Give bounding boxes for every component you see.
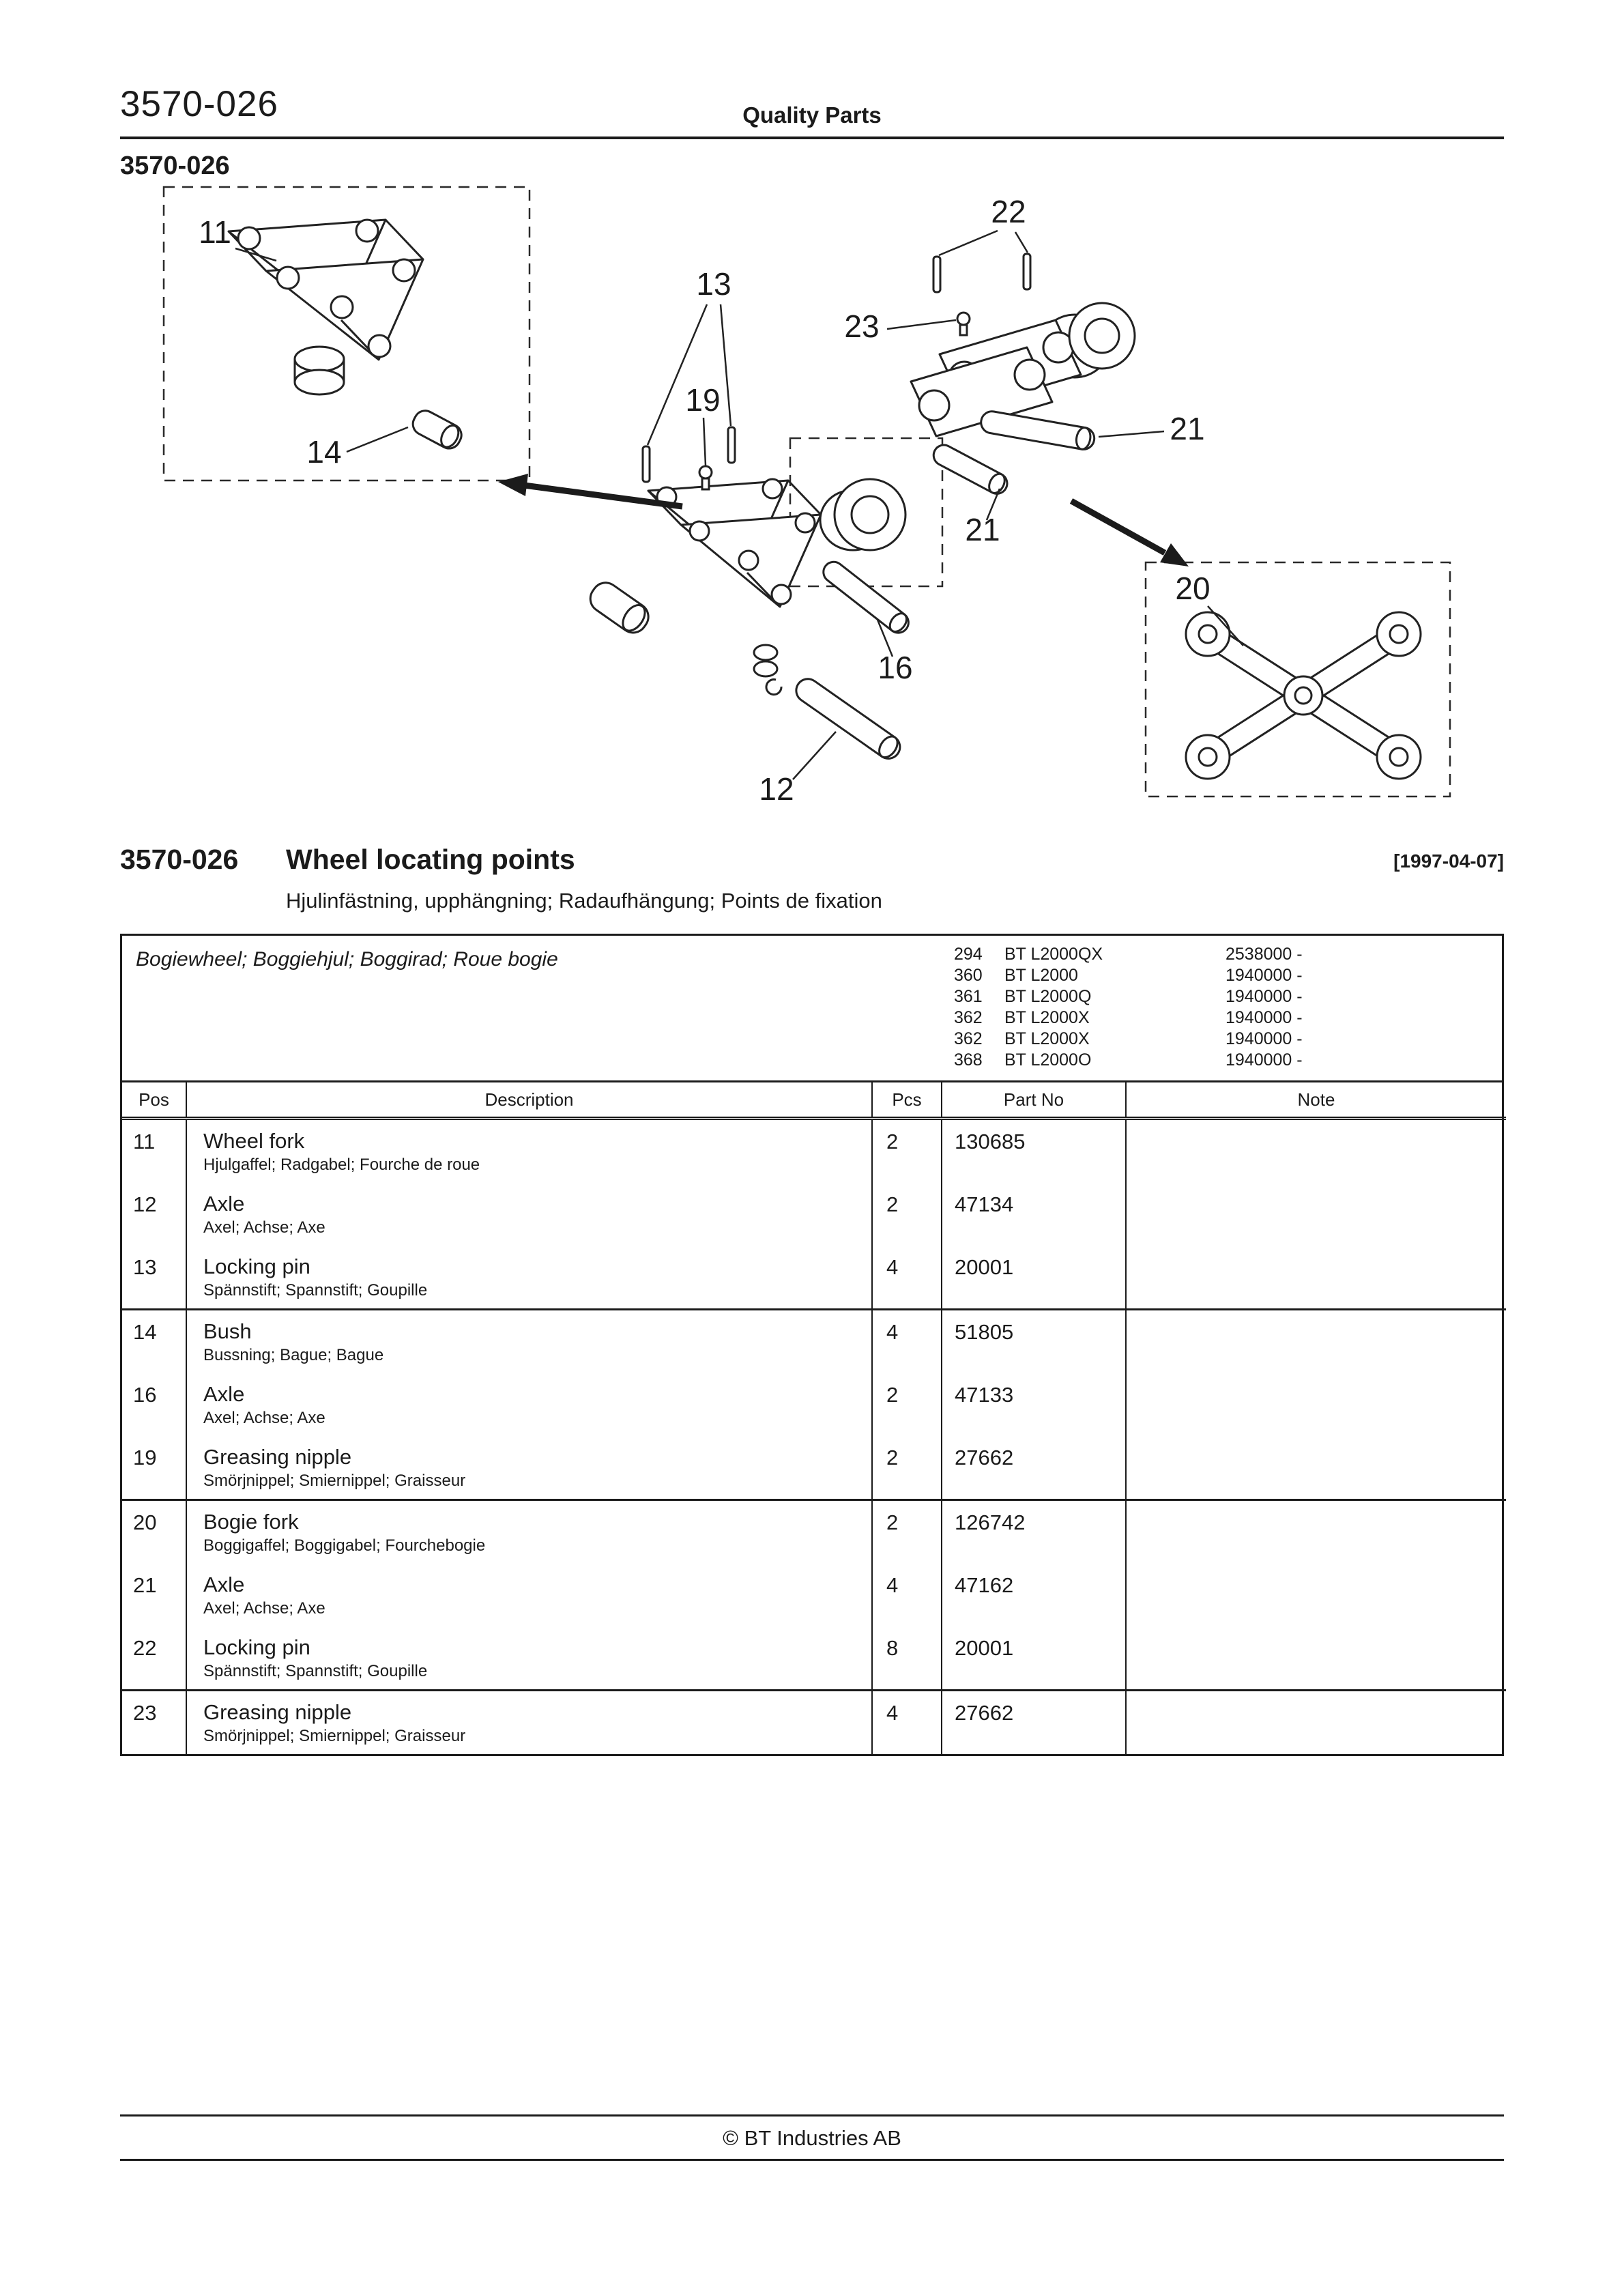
model-row <box>954 1050 1303 1071</box>
cell-pcs: 2 <box>872 1500 942 1564</box>
description-main: Bogie fork <box>203 1510 299 1534</box>
model-serial: 1940000 - <box>1226 1008 1303 1027</box>
section-number: 3570-026 <box>120 844 239 875</box>
section-subtitle: Hjulinfästning, upphängning; Radaufhängung; Points de fixation <box>286 889 882 913</box>
table-row <box>122 1119 1506 1183</box>
description-translations: Smörjnippel; Smiernippel; Graisseur <box>203 1472 466 1490</box>
cell-description <box>186 1626 872 1691</box>
bush-drawing <box>409 407 465 453</box>
column-header-pos: Pos <box>122 1082 186 1119</box>
grease-nipple-23-drawing <box>957 313 970 335</box>
model-serial: 1940000 - <box>1226 1029 1303 1048</box>
parts-table-body <box>122 1119 1506 1755</box>
description-translations: Hjulgaffel; Radgabel; Fourche de roue <box>203 1156 480 1174</box>
cell-partno: 47162 <box>942 1564 1126 1626</box>
model-row <box>954 1029 1303 1050</box>
description-translations: Axel; Achse; Axe <box>203 1218 325 1237</box>
cell-pos: 14 <box>122 1310 186 1374</box>
model-name: BT L2000Q <box>1004 987 1092 1006</box>
cell-pcs: 4 <box>872 1246 942 1310</box>
table-row <box>122 1246 1506 1310</box>
model-serial: 1940000 - <box>1226 966 1303 985</box>
cell-note <box>1126 1436 1506 1500</box>
table-row <box>122 1373 1506 1436</box>
description-main: Greasing nipple <box>203 1700 352 1724</box>
description-main: Locking pin <box>203 1635 310 1659</box>
cell-partno: 20001 <box>942 1626 1126 1691</box>
model-code: 368 <box>954 1050 983 1070</box>
description-translations: Smörjnippel; Smiernippel; Graisseur <box>203 1727 466 1745</box>
table-row <box>122 1626 1506 1691</box>
center-fork-drawing <box>648 479 821 607</box>
callout-16: 16 <box>878 650 913 685</box>
cell-partno: 27662 <box>942 1436 1126 1500</box>
model-code: 294 <box>954 945 983 964</box>
cell-pcs: 4 <box>872 1564 942 1626</box>
model-row <box>954 986 1303 1007</box>
section-heading <box>120 844 1504 885</box>
model-list <box>954 944 1303 1071</box>
locking-pins-13-drawing <box>643 427 735 482</box>
column-header-description: Description <box>186 1082 872 1119</box>
cell-pcs: 8 <box>872 1626 942 1691</box>
cell-pos: 21 <box>133 1573 157 1597</box>
axle-12-drawing <box>792 674 904 763</box>
model-block <box>122 936 1502 1082</box>
model-row <box>954 944 1303 965</box>
cell-note <box>1126 1564 1506 1626</box>
locking-pins-22-drawing <box>933 254 1030 292</box>
model-code: 360 <box>954 966 983 985</box>
model-name: BT L2000O <box>1004 1050 1092 1070</box>
model-title: Bogiewheel; Boggiehjul; Boggirad; Roue bogie <box>136 948 558 971</box>
wheel-fork-drawing <box>229 220 423 394</box>
parts-table <box>120 934 1504 1756</box>
callout-21-right: 21 <box>1170 411 1205 446</box>
model-serial: 1940000 - <box>1226 987 1303 1006</box>
header-title: Quality Parts <box>742 102 882 128</box>
column-header-partno: Part No <box>942 1082 1126 1119</box>
cell-pos: 12 <box>133 1192 157 1216</box>
table-row <box>122 1691 1506 1755</box>
bogie-fork-drawing <box>1186 612 1421 779</box>
cell-note <box>1126 1183 1506 1246</box>
table-row <box>122 1436 1506 1500</box>
cell-partno: 51805 <box>942 1310 1126 1374</box>
description-translations: Spännstift; Spannstift; Goupille <box>203 1281 428 1300</box>
cell-pos: 19 <box>133 1446 157 1469</box>
description-translations: Spännstift; Spannstift; Goupille <box>203 1662 428 1680</box>
model-serial: 2538000 - <box>1226 945 1303 964</box>
cell-partno: 27662 <box>942 1691 1126 1755</box>
axle-21-right-drawing <box>979 410 1096 451</box>
column-header-pcs: Pcs <box>872 1082 942 1119</box>
revision-date: [1997-04-07] <box>1393 850 1504 872</box>
model-name: BT L2000X <box>1004 1029 1090 1048</box>
cell-pos: 23 <box>122 1691 186 1755</box>
header-rule <box>120 137 1504 139</box>
description-translations: Boggigaffel; Boggigabel; Fourchebogie <box>203 1536 486 1555</box>
cell-description <box>186 1500 872 1564</box>
table-row <box>122 1500 1506 1564</box>
table-row <box>122 1310 1506 1374</box>
cell-pcs: 2 <box>872 1119 942 1183</box>
parts-table-grid <box>122 1082 1506 1754</box>
callout-12: 12 <box>759 771 794 807</box>
cell-note <box>1126 1310 1506 1374</box>
cell-note <box>1126 1500 1506 1564</box>
cell-note <box>1126 1691 1506 1755</box>
sleeve-and-washers-drawing <box>585 577 781 695</box>
model-row <box>954 1007 1303 1029</box>
description-main: Bush <box>203 1319 252 1343</box>
cell-partno: 47133 <box>942 1373 1126 1436</box>
cell-partno: 20001 <box>942 1246 1126 1310</box>
cell-description <box>186 1436 872 1500</box>
figure-number: 3570-026 <box>120 152 230 180</box>
description-translations: Bussning; Bague; Bague <box>203 1346 384 1364</box>
cell-pos: 16 <box>133 1383 157 1407</box>
callout-20: 20 <box>1175 571 1210 606</box>
cell-pcs: 2 <box>872 1183 942 1246</box>
column-header-note: Note <box>1126 1082 1506 1119</box>
cell-partno: 47134 <box>942 1183 1126 1246</box>
callout-23: 23 <box>844 308 880 344</box>
model-name: BT L2000X <box>1004 1008 1090 1027</box>
page-footer <box>120 2114 1504 2161</box>
cell-pos: 11 <box>133 1130 156 1153</box>
footer-text: © BT Industries AB <box>723 2126 901 2150</box>
cell-description <box>186 1310 872 1374</box>
cell-pcs: 4 <box>872 1691 942 1755</box>
callout-21-lower: 21 <box>965 512 1000 547</box>
cell-pcs: 2 <box>872 1436 942 1500</box>
cell-pos: 20 <box>122 1500 186 1564</box>
table-row <box>122 1564 1506 1626</box>
model-row <box>954 965 1303 986</box>
cell-description <box>186 1564 872 1626</box>
cell-description <box>186 1691 872 1755</box>
description-main: Axle <box>203 1192 245 1216</box>
cell-note <box>1126 1119 1506 1183</box>
axle-16-drawing <box>820 558 913 637</box>
column-header-row <box>122 1082 1506 1119</box>
model-code: 361 <box>954 987 983 1006</box>
cell-pos: 13 <box>133 1255 157 1279</box>
cell-note <box>1126 1246 1506 1310</box>
description-translations: Axel; Achse; Axe <box>203 1599 325 1618</box>
exploded-diagram <box>116 180 1508 822</box>
model-code: 362 <box>954 1008 983 1027</box>
description-main: Wheel fork <box>203 1129 305 1153</box>
cell-partno: 126742 <box>942 1500 1126 1564</box>
description-main: Locking pin <box>203 1254 310 1278</box>
cell-pcs: 4 <box>872 1310 942 1374</box>
cell-description <box>186 1246 872 1310</box>
cell-description <box>186 1183 872 1246</box>
doc-number: 3570-026 <box>120 84 278 124</box>
description-translations: Axel; Achse; Axe <box>203 1409 325 1427</box>
section-title: Wheel locating points <box>286 844 575 875</box>
callout-13: 13 <box>696 266 731 302</box>
description-main: Axle <box>203 1382 245 1406</box>
roller-wheel-drawing <box>820 479 905 550</box>
model-name: BT L2000 <box>1004 966 1078 985</box>
model-serial: 1940000 - <box>1226 1050 1303 1070</box>
callout-11: 11 <box>199 214 231 250</box>
cell-note <box>1126 1626 1506 1691</box>
model-code: 362 <box>954 1029 983 1048</box>
cell-pcs: 2 <box>872 1373 942 1436</box>
cell-description <box>186 1119 872 1183</box>
cell-partno: 130685 <box>942 1119 1126 1183</box>
description-main: Axle <box>203 1573 245 1596</box>
grease-nipple-19-drawing <box>699 466 712 489</box>
model-name: BT L2000QX <box>1004 945 1103 964</box>
callout-14: 14 <box>306 434 342 470</box>
cell-pos: 22 <box>133 1636 157 1660</box>
description-main: Greasing nipple <box>203 1445 352 1469</box>
table-row <box>122 1183 1506 1246</box>
callout-22: 22 <box>991 194 1026 229</box>
cell-description <box>186 1373 872 1436</box>
callout-19: 19 <box>685 382 721 418</box>
cell-note <box>1126 1373 1506 1436</box>
